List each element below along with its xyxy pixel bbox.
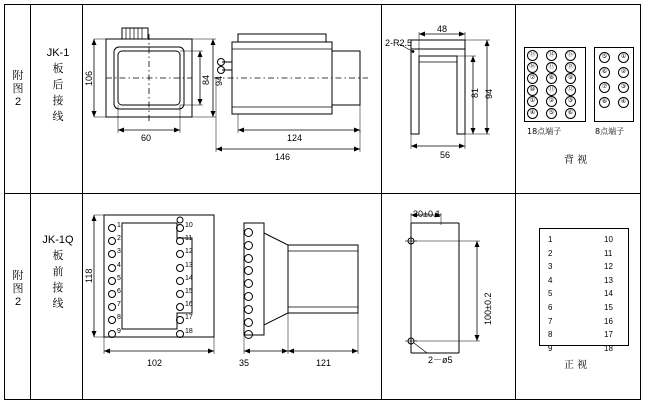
- front-pin: [176, 277, 184, 285]
- dim-30pm01: 30±0.1: [413, 209, 441, 219]
- terminal-number: 18: [604, 343, 613, 353]
- side-pin: [244, 292, 253, 301]
- terminal-point: ②: [546, 96, 557, 107]
- dim-100pm02: 100±0.2: [483, 292, 493, 325]
- front-pin-label: 3: [117, 248, 121, 256]
- front-pin: [176, 330, 184, 338]
- front-pin: [176, 224, 184, 232]
- terminal-point: ⑩: [527, 85, 538, 96]
- dim-118: 118: [84, 268, 94, 283]
- terminal-number: 4: [548, 275, 553, 285]
- front-pin: [176, 264, 184, 272]
- front-pin-label: 10: [185, 222, 193, 229]
- terminal-18-caption: 18点端子: [527, 127, 562, 136]
- front-pin-label: 8: [117, 314, 121, 322]
- front-pin-label: 18: [185, 327, 193, 335]
- front-pin: [108, 277, 116, 285]
- terminal-point: ⑭: [546, 50, 557, 61]
- dim-60: 60: [141, 133, 152, 143]
- front-pin: [108, 264, 116, 272]
- rear-view-caption: 背 视: [564, 155, 588, 166]
- dim-48: 48: [437, 24, 448, 34]
- terminal-number: 8: [548, 330, 553, 340]
- terminal-point: ⑯: [527, 62, 538, 73]
- terminal-number: 7: [548, 316, 553, 326]
- row2-model-label: JK-1Q 板 前 接 线: [42, 234, 74, 310]
- terminal-point: ⑧: [546, 73, 557, 84]
- front-pin-label: 14: [185, 274, 193, 282]
- dim-121: 121: [316, 358, 332, 368]
- terminal-number: 2: [548, 248, 553, 258]
- dim-56: 56: [440, 150, 451, 160]
- front-pin: [176, 290, 184, 298]
- front-pin: [108, 237, 116, 245]
- dim-146: 146: [275, 152, 291, 162]
- front-pin: [108, 316, 116, 324]
- row1-sheet-label: 附 图 2: [12, 70, 24, 108]
- front-pin-label: 7: [117, 301, 121, 309]
- terminal-point: ④: [618, 97, 629, 108]
- row1-model-label: JK-1 板 后 接 线: [46, 47, 70, 123]
- side-pin: [244, 279, 253, 288]
- terminal-point: ⑫: [565, 85, 576, 96]
- terminal-number: 10: [604, 235, 613, 244]
- front-pin-label: 13: [185, 261, 193, 269]
- side-terminal-pins: [244, 228, 260, 343]
- dim-35: 35: [239, 358, 250, 368]
- front-pin: [108, 250, 116, 258]
- row2-sheet-label: 附 图 2: [12, 270, 24, 308]
- side-pin: [244, 228, 253, 237]
- terminal-point: ④: [527, 108, 538, 119]
- dim-94-side: 94: [484, 88, 494, 99]
- terminal-point: ③: [618, 82, 629, 93]
- terminal-point: ⑥: [599, 67, 610, 78]
- front-pin-label: 16: [185, 301, 193, 309]
- terminal-number: 17: [604, 330, 613, 340]
- front-pin-label: 12: [185, 248, 193, 256]
- terminal-point: ⑤: [546, 108, 557, 119]
- side-pin: [244, 330, 253, 339]
- terminal-number: 6: [548, 302, 553, 312]
- terminal-8-caption: 8点端子: [595, 127, 625, 136]
- front-pins-left: [108, 224, 138, 344]
- terminal-point: ③: [565, 96, 576, 107]
- terminal-point: ⑧: [599, 97, 610, 108]
- front-pin: [108, 303, 116, 311]
- terminal-table-right-numbers: [604, 233, 613, 355]
- side-pin: [244, 254, 253, 263]
- front-pin: [108, 330, 116, 338]
- jk1-side-view-graphic: [381, 4, 515, 194]
- front-pin-label: 11: [185, 235, 193, 243]
- terminal-8-grid: [599, 52, 630, 117]
- front-pin: [176, 303, 184, 311]
- front-pin: [108, 290, 116, 298]
- front-pins-right: [176, 224, 208, 344]
- front-pin-label: 4: [117, 261, 121, 269]
- side-pin: [244, 266, 253, 275]
- front-pin-label: 2: [117, 235, 121, 243]
- terminal-point: ⑱: [565, 62, 576, 73]
- terminal-point: ①: [527, 96, 538, 107]
- front-pin-label: 17: [185, 314, 193, 322]
- dim-106: 106: [84, 70, 94, 86]
- front-pin-label: 6: [117, 288, 121, 295]
- terminal-point: ⑨: [565, 73, 576, 84]
- front-pin-label: 5: [117, 274, 121, 282]
- terminal-number: 12: [604, 262, 613, 272]
- front-pin: [176, 237, 184, 245]
- dim-2-d5: 2－ø5: [428, 355, 453, 365]
- terminal-number: 13: [604, 275, 613, 285]
- terminal-number: 11: [604, 248, 613, 258]
- terminal-number: 16: [604, 316, 613, 326]
- terminal-18-grid: [527, 50, 583, 119]
- terminal-point: ⑤: [599, 52, 610, 63]
- frame-left: [4, 4, 5, 400]
- dim-94-front: 94: [214, 75, 224, 86]
- front-pin-label: 9: [117, 327, 121, 335]
- front-pin: [176, 250, 184, 258]
- side-pin: [244, 305, 253, 314]
- side-pin: [244, 241, 253, 250]
- dim-124: 124: [287, 133, 303, 143]
- dim-102: 102: [147, 358, 163, 368]
- terminal-number: 9: [548, 343, 553, 353]
- terminal-point: ⑮: [565, 50, 576, 61]
- terminal-table-left-numbers: [548, 233, 552, 355]
- front-view-caption: 正 视: [564, 360, 588, 371]
- jk1-front-view-graphic: [82, 4, 382, 194]
- dim-2r25: 2-R2.5: [385, 38, 413, 48]
- dim-84: 84: [201, 74, 211, 85]
- terminal-number: 15: [604, 302, 613, 312]
- side-pin: [244, 318, 253, 327]
- front-pin: [176, 316, 184, 324]
- terminal-point: ⑦: [527, 73, 538, 84]
- terminal-number: 3: [548, 262, 553, 272]
- terminal-table-front: [539, 228, 629, 346]
- terminal-point: ⑰: [546, 62, 557, 73]
- frame-right: [640, 4, 641, 400]
- front-pin: [108, 224, 116, 232]
- dim-81: 81: [470, 87, 480, 98]
- front-pin-label: 15: [185, 288, 193, 295]
- terminal-point: ①: [618, 52, 629, 63]
- terminal-number: 5: [548, 289, 553, 299]
- terminal-point: ⑦: [599, 82, 610, 93]
- front-pin-label: 1: [117, 222, 121, 229]
- jk1q-mounting-view-graphic: [381, 193, 515, 400]
- terminal-point: ②: [618, 67, 629, 78]
- terminal-point: ⑥: [565, 108, 576, 119]
- terminal-number: 14: [604, 289, 613, 299]
- col-divider-4: [515, 4, 516, 400]
- terminal-point: ⑬: [527, 50, 538, 61]
- col-divider-1: [30, 4, 31, 400]
- terminal-point: ⑪: [546, 85, 557, 96]
- terminal-number: 1: [548, 235, 553, 244]
